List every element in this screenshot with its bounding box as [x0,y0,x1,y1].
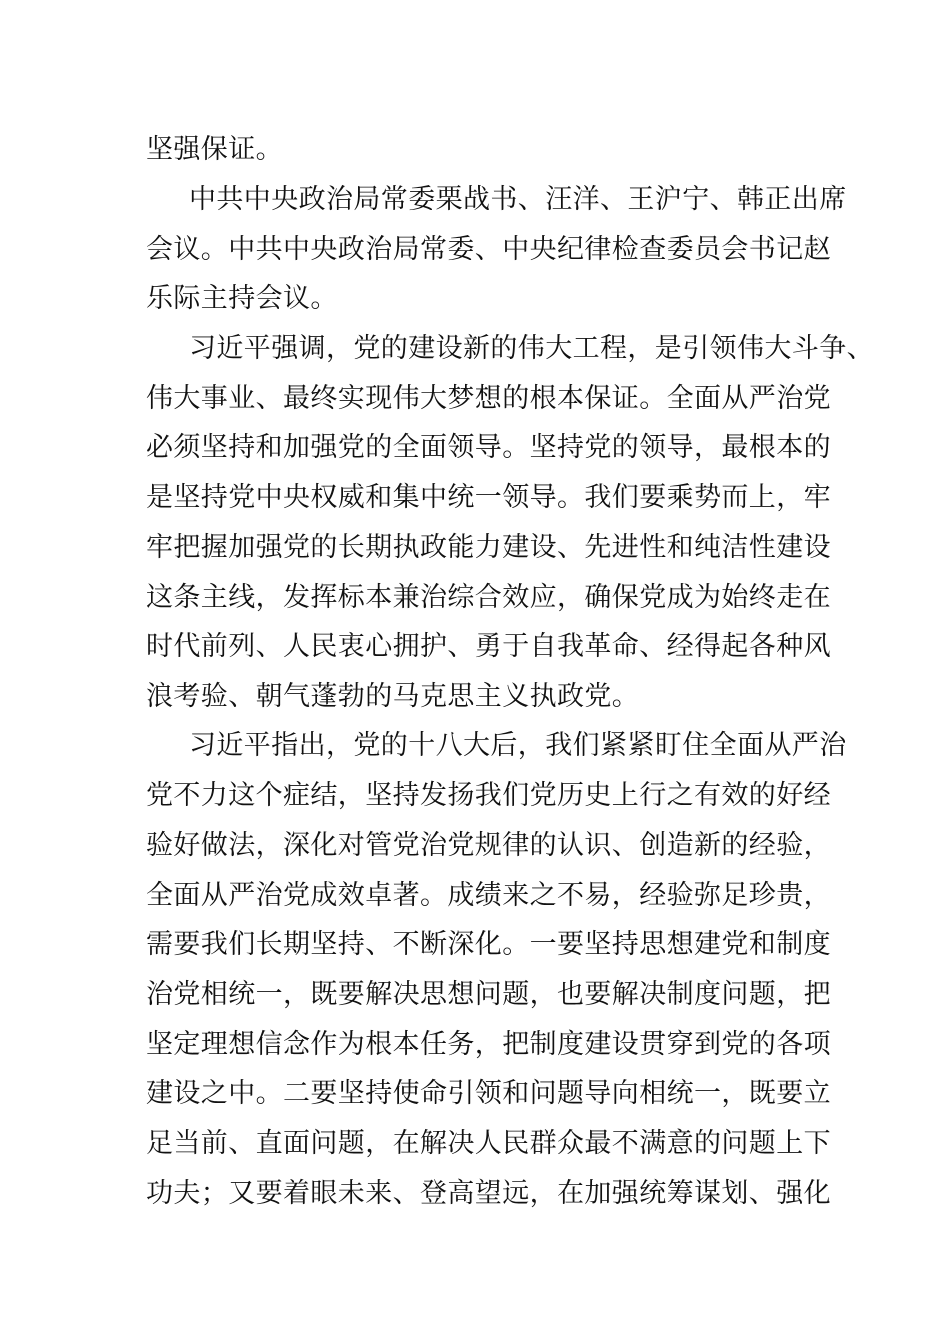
text-line: 需要我们长期坚持、不断深化。一要坚持思想建党和制度 [146,929,831,960]
text-line: 必须坚持和加强党的全面领导。坚持党的领导，最根本的 [146,432,831,463]
paragraph-start-line: 习近平指出，党的十八大后，我们紧紧盯住全面从严治 [189,730,847,761]
text-line: 治党相统一，既要解决思想问题，也要解决制度问题，把 [146,979,831,1010]
text-line: 这条主线，发挥标本兼治综合效应，确保党成为始终走在 [146,582,831,613]
text-line: 坚定理想信念作为根本任务，把制度建设贯穿到党的各项 [146,1029,831,1060]
text-line: 功夫；又要着眼未来、登高望远，在加强统筹谋划、强化 [146,1178,831,1209]
text-line: 会议。中共中央政治局常委、中央纪律检查委员会书记赵 [146,234,831,265]
paragraph-start-line: 中共中央政治局常委栗战书、汪洋、王沪宁、韩正出席 [189,184,847,215]
text-line: 足当前、直面问题，在解决人民群众最不满意的问题上下 [146,1128,831,1159]
text-line: 坚强保证。 [146,134,283,165]
paragraph-start-line: 习近平强调，党的建设新的伟大工程，是引领伟大斗争、 [189,333,874,364]
text-line: 党不力这个症结，坚持发扬我们党历史上行之有效的好经 [146,780,831,811]
text-line: 浪考验、朝气蓬勃的马克思主义执政党。 [146,681,640,712]
text-line: 伟大事业、最终实现伟大梦想的根本保证。全面从严治党 [146,383,831,414]
text-line: 建设之中。二要坚持使命引领和问题导向相统一，既要立 [146,1078,831,1109]
text-line: 时代前列、人民衷心拥护、勇于自我革命、经得起各种风 [146,631,831,662]
text-line: 是坚持党中央权威和集中统一领导。我们要乘势而上，牢 [146,482,831,513]
text-line: 全面从严治党成效卓著。成绩来之不易，经验弥足珍贵， [146,880,831,911]
text-line: 牢把握加强党的长期执政能力建设、先进性和纯洁性建设 [146,532,831,563]
text-line: 乐际主持会议。 [146,283,338,314]
text-line: 验好做法，深化对管党治党规律的认识、创造新的经验， [146,830,831,861]
